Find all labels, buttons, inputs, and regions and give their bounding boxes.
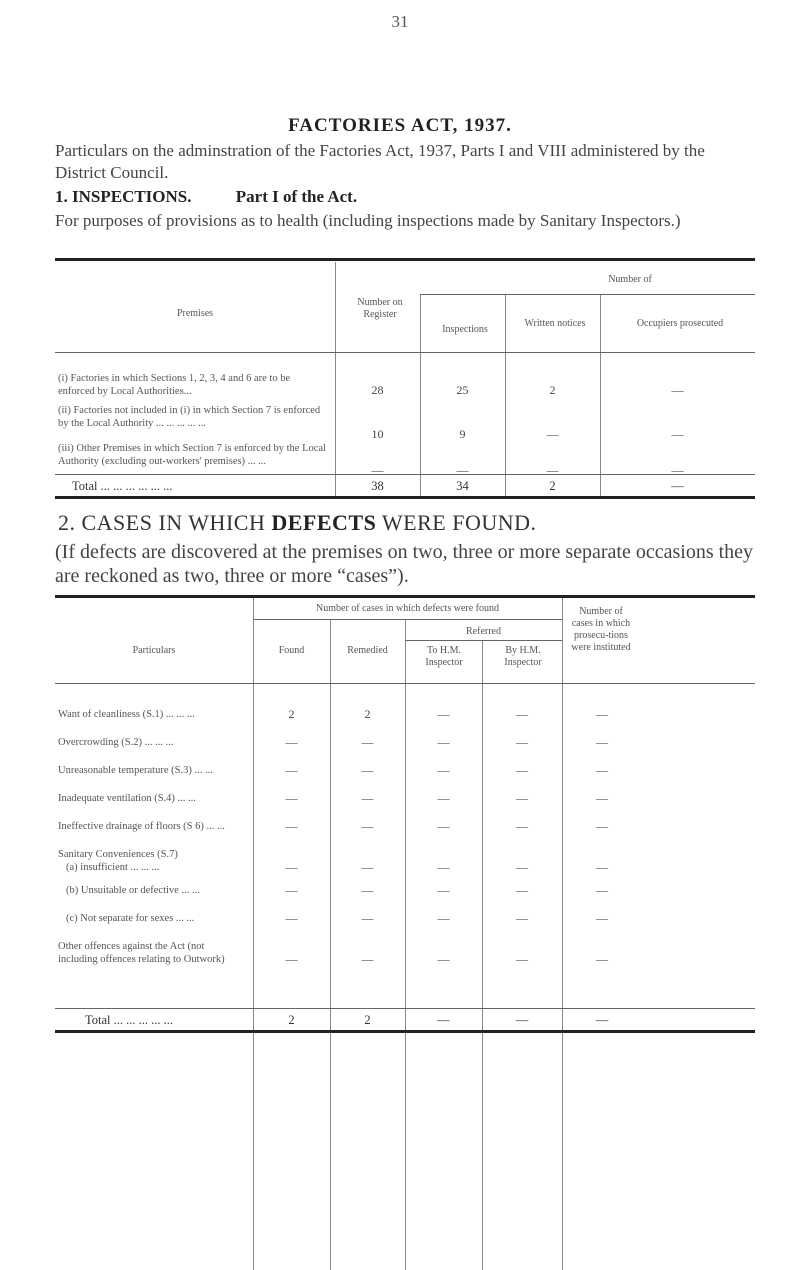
table2-cell: —: [516, 791, 528, 805]
table2-row-label: Overcrowding (S.2) ... ... ...: [58, 737, 174, 748]
table1-cell: —: [546, 463, 559, 477]
table2-cell: —: [285, 860, 298, 874]
table2-total-cell: —: [437, 1013, 450, 1027]
table1-cell: —: [371, 463, 384, 477]
table2-cell: —: [361, 791, 374, 805]
table1-subhead-rule: [420, 294, 755, 295]
table2-cell: 2: [364, 707, 371, 721]
header-found: Found: [278, 645, 305, 656]
table2-cell: —: [285, 819, 298, 833]
table1-total-cell: 38: [371, 479, 384, 493]
section2-title-c: WERE FOUND.: [381, 510, 537, 535]
table2-cell: —: [437, 791, 450, 805]
intro-paragraph: Particulars on the adminstration of the Factories Act, 1937, Parts I and VIII administered by the District Council.: [55, 141, 705, 182]
table2-referred-rule: [405, 640, 562, 641]
table1-cell: —: [671, 463, 684, 477]
table2-bottom-rule: [55, 1030, 755, 1033]
table2-cell: —: [285, 735, 298, 749]
header-written-notices: Written notices: [524, 318, 586, 329]
table2-row-label: (a) insufficient ... ... ...: [66, 862, 160, 873]
section2-note: (If defects are discovered at the premises on two, three or more separate occasions they are reckoned as two, three or more “cases”).: [55, 541, 754, 587]
table2-vline: [253, 598, 254, 1270]
table2-cell: —: [516, 819, 528, 833]
table2-cell: —: [285, 883, 298, 897]
header-inspections: Inspections: [442, 324, 488, 335]
table2-row-label: Unreasonable temperature (S.3) ... ...: [58, 765, 213, 776]
table2-cell: —: [596, 819, 608, 833]
section1-note: For purposes of provisions as to health (including inspections made by Sanitary Inspectors.): [55, 211, 681, 230]
table2-cell: —: [516, 911, 528, 925]
table2-subhead-rule: [253, 619, 562, 620]
header-number-on-register: Number on Register: [357, 297, 403, 320]
table1-cell: —: [546, 427, 559, 441]
table2-cell: —: [285, 952, 298, 966]
header-prosecutions: Number of cases in which prosecu-tions were instituted: [571, 606, 631, 653]
table2-head-rule: [55, 683, 755, 684]
table2-cell: —: [596, 860, 608, 874]
table2-total-cell: —: [595, 1013, 609, 1027]
table2-cell: —: [596, 735, 608, 749]
table1-cell: 2: [549, 383, 556, 397]
table2-cell: —: [596, 883, 608, 897]
section2-heading: [58, 510, 537, 536]
table2-row-label: Other offences against the Act (not: [58, 941, 205, 952]
table2-cell: —: [361, 763, 374, 777]
table1-total-cell: —: [671, 479, 684, 493]
table1-top-rule: [55, 258, 755, 261]
table2-row-label: Inadequate ventilation (S.4) ... ...: [58, 793, 196, 804]
table2-cell: —: [516, 707, 528, 721]
table1-row-label: (ii) Factories not included in (i) in which Section 7 is enforced by the Local Authority ... ... ... ... ...: [58, 405, 321, 429]
table1-bottom-rule: [55, 496, 755, 499]
section2-title-a: CASES IN WHICH: [81, 510, 266, 535]
table2-cell: 2: [288, 707, 295, 721]
table2-cell: —: [361, 860, 374, 874]
table2-total-cell: —: [515, 1013, 529, 1027]
header-occupiers-prosecuted: Occupiers prosecuted: [636, 318, 724, 329]
table1-cell: —: [671, 383, 684, 397]
table2-row-label: Want of cleanliness (S.1) ... ... ...: [58, 709, 195, 720]
table1-vline: [335, 262, 336, 496]
table2-cell: —: [516, 763, 528, 777]
table2-cell: —: [437, 911, 450, 925]
table2-top-rule: [55, 595, 755, 598]
section1-number: 1.: [55, 187, 68, 206]
table2-cell: —: [437, 819, 450, 833]
section2-number: 2.: [58, 510, 76, 535]
table1-cell: 25: [456, 383, 469, 397]
page-title: FACTORIES ACT, 1937.: [288, 115, 512, 136]
table2-cell: —: [516, 952, 528, 966]
table2-cell: —: [516, 883, 528, 897]
table2-cell: —: [596, 911, 608, 925]
table2-cell: —: [285, 763, 298, 777]
table2-cell: —: [437, 883, 450, 897]
table2-cell: —: [596, 791, 608, 805]
table2-cell: —: [437, 707, 450, 721]
table2-cell: —: [437, 763, 450, 777]
table1-total-label: Total ... ... ... ... ... ...: [72, 479, 173, 493]
table2-cell: —: [361, 883, 374, 897]
header-number-of: Number of: [608, 274, 652, 285]
table2-row-label: Ineffective drainage of floors (S 6) ... ...: [58, 821, 225, 832]
table2-total-rule: [55, 1008, 755, 1009]
table2-row-label: (b) Unsuitable or defective ... ...: [66, 885, 200, 896]
header-to-hm-inspector: To H.M. Inspector: [425, 645, 463, 668]
table2-cell: —: [437, 860, 450, 874]
section1-part: Part I of the Act.: [235, 187, 358, 206]
table1-cell: 28: [371, 383, 384, 397]
table2-cell: —: [516, 860, 528, 874]
table1-total-cell: 34: [456, 479, 469, 493]
table2-total-label: Total ... ... ... ... ...: [85, 1013, 174, 1027]
table2-row-label: Sanitary Conveniences (S.7): [58, 849, 178, 860]
header-by-hm-inspector: By H.M. Inspector: [504, 645, 542, 668]
header-remedied: Remedied: [347, 645, 388, 656]
table2-cell: —: [596, 952, 608, 966]
table2-cell: —: [361, 735, 374, 749]
table2-cell: —: [361, 952, 374, 966]
page-number: 31: [391, 12, 409, 31]
table2-vline: [562, 598, 563, 1270]
table2-cell: —: [596, 707, 608, 721]
section2-title-b: DEFECTS: [271, 510, 377, 535]
table2-total-cell: 2: [364, 1013, 371, 1027]
table2-cell: —: [361, 819, 374, 833]
table1-cell: 9: [459, 427, 466, 441]
table2-total-cell: 2: [288, 1013, 295, 1027]
section1-title: INSPECTIONS.: [72, 187, 192, 206]
table2-cell: —: [285, 791, 298, 805]
table2-row-label: (c) Not separate for sexes ... ...: [66, 913, 195, 924]
header-premises: Premises: [176, 308, 214, 319]
table2-row-label: including offences relating to Outwork): [58, 954, 225, 965]
table1-cell: —: [456, 463, 469, 477]
header-number-of-cases: Number of cases in which defects were found: [316, 603, 499, 614]
table2-cell: —: [516, 735, 528, 749]
section1-heading: [55, 187, 357, 207]
table1-row-label: (i) Factories in which Sections 1, 2, 3, 4 and 6 are to be enforced by Local Authorities...: [58, 373, 291, 397]
header-particulars: Particulars: [132, 645, 176, 656]
table2-cell: —: [437, 735, 450, 749]
table1-cell: —: [671, 427, 684, 441]
table1-total-cell: 2: [549, 479, 556, 493]
header-referred: Referred: [466, 626, 501, 637]
table1-row-label: (iii) Other Premises in which Section 7 is enforced by the Local Authority (excluding out-workers' premises) ... ...: [58, 443, 326, 467]
table1-cell: 10: [371, 427, 384, 441]
table1-head-rule: [55, 352, 755, 353]
table2-cell: —: [285, 911, 298, 925]
table2-cell: —: [361, 911, 374, 925]
table2-cell: —: [596, 763, 608, 777]
table2-cell: —: [437, 952, 450, 966]
